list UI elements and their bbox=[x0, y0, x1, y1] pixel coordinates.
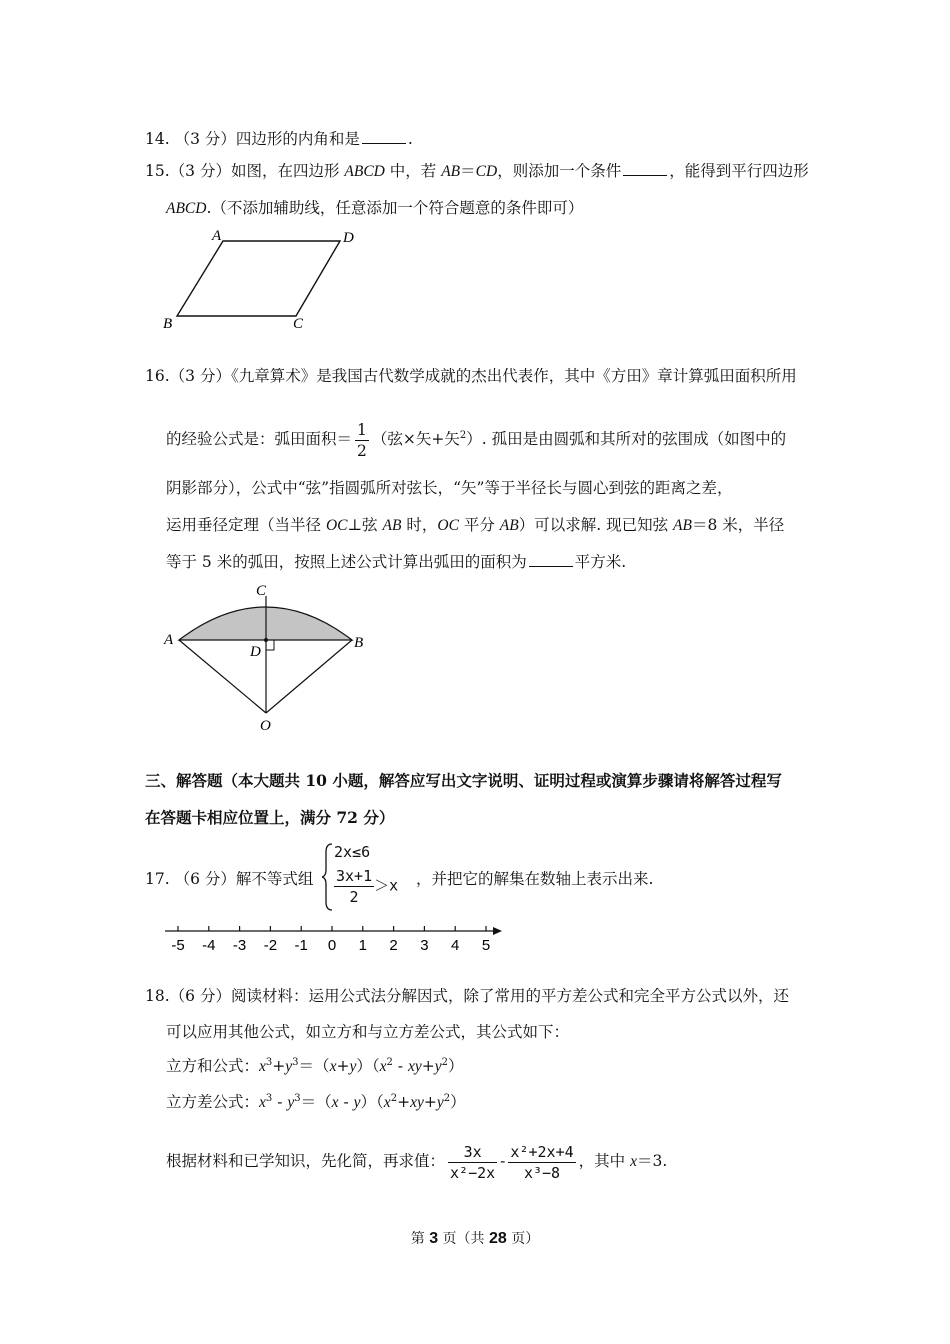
q18-line1: 18.（6 分）阅读材料：运用公式法分解因式，除了常用的平方差公式和完全平方公式以外，还 bbox=[145, 987, 789, 1005]
arrow-right-icon bbox=[493, 927, 502, 935]
label-B: B bbox=[163, 316, 173, 332]
axis-tick-label: 0 bbox=[327, 937, 337, 954]
q16-line5: 等于 5 米的弧田，按照上述公式计算出弧田的面积为 平方米. bbox=[166, 553, 627, 571]
label-B: B bbox=[354, 635, 364, 651]
label-D: D bbox=[343, 230, 354, 246]
q18-line2: 可以应用其他公式，如立方和与立方差公式，其公式如下： bbox=[166, 1023, 570, 1041]
inequality-system: 2x≤6 $\frac{3x+1}{2}$ ＞x bbox=[322, 842, 422, 912]
parallelogram-figure bbox=[160, 225, 370, 335]
q17-line-tail: ，并把它的解集在数轴上表示出来. bbox=[416, 870, 654, 888]
axis-tick-label: -4 bbox=[202, 937, 216, 954]
q16-line2: 的经验公式是：弧田面积＝ $\frac{1}{2}$ （弦×矢+矢$^2$）. 孤田是由圆弧和其所对的弦围成（如图中的 bbox=[166, 420, 787, 460]
axis-tick-label: 3 bbox=[420, 937, 429, 954]
label-D: D bbox=[250, 644, 261, 660]
q16-line4: 运用垂径定理（当半径 OC⊥弦 AB 时，OC 平分 AB）可以求解. 现已知弦 AB＝8 米，半径 bbox=[166, 516, 785, 534]
answer-blank[interactable] bbox=[362, 129, 406, 144]
axis-tick-label: 5 bbox=[481, 937, 491, 954]
label-A: A bbox=[212, 228, 222, 244]
q18-diff-formula: 立方差公式：$x^3 - y^3=(x - y)(x^2+xy+y^2)$ bbox=[166, 1092, 466, 1111]
q14-line: 14. （3 分）四边形的内角和是 . bbox=[145, 130, 413, 148]
label-A: A bbox=[164, 632, 174, 648]
fraction-1: $\frac{3x}{\text{x²−2x}}$ bbox=[450, 1142, 496, 1182]
axis-tick-label: -1 bbox=[294, 937, 308, 954]
q18-sum-formula: 立方和公式：$x^3+y^3=(x+y)(x^2 - xy+y^2)$ bbox=[166, 1056, 464, 1075]
axis-tick-label: -2 bbox=[263, 937, 278, 954]
q18-line5: 根据材料和已学知识，先化简，再求值： $\frac{3x}{\text{x²−2x}}$ - $\frac{\text{x²+2x+4}}{\text{x³−8}}$ ，其中 x＝3. bbox=[166, 1142, 668, 1182]
answer-blank[interactable] bbox=[529, 552, 573, 567]
section3-heading-line2: 在答题卡相应位置上，满分 72 分） bbox=[145, 808, 395, 827]
axis-tick-label: -5 bbox=[171, 937, 185, 954]
q15-line2: ABCD.（不添加辅助线，任意添加一个符合题意的条件即可） bbox=[166, 199, 584, 217]
label-C: C bbox=[256, 583, 267, 599]
q15-line1: 15.（3 分）如图，在四边形 ABCD 中，若 AB＝CD，则添加一个条件 ，能得到平行四边形 bbox=[145, 162, 809, 180]
axis-tick-label: 4 bbox=[451, 937, 460, 954]
left-brace-icon bbox=[322, 842, 334, 912]
label-C: C bbox=[293, 316, 304, 332]
fraction-2: $\frac{\text{x²+2x+4}}{\text{x³−8}}$ bbox=[510, 1142, 574, 1182]
q16-line1: 16.（3 分）《九章算术》是我国古代数学成就的杰出代表作，其中《方田》章计算弧田面积所用 bbox=[145, 367, 797, 385]
answer-blank[interactable] bbox=[623, 161, 667, 176]
q17-line: 17. （6 分）解不等式组 bbox=[145, 870, 314, 888]
axis-tick-label: 1 bbox=[358, 937, 367, 954]
axis-tick-label: -3 bbox=[232, 937, 247, 954]
fraction-half: $\frac{1}{2}$ bbox=[357, 420, 367, 460]
arc-field-figure bbox=[160, 578, 380, 738]
number-line bbox=[160, 920, 510, 956]
q16-line3: 阴影部分），公式中“弦”指圆弧所对弦长，“矢”等于半径长与圆心到弦的距离之差， bbox=[166, 479, 733, 497]
axis-tick-label: 2 bbox=[389, 937, 398, 954]
label-O: O bbox=[260, 718, 271, 734]
section3-heading-line1: 三、解答题（本大题共 10 小题，解答应写出文字说明、证明过程或演算步骤请将解答过程写 bbox=[145, 771, 782, 790]
page-footer: 第 3 页（共 28 页） bbox=[410, 1230, 540, 1247]
